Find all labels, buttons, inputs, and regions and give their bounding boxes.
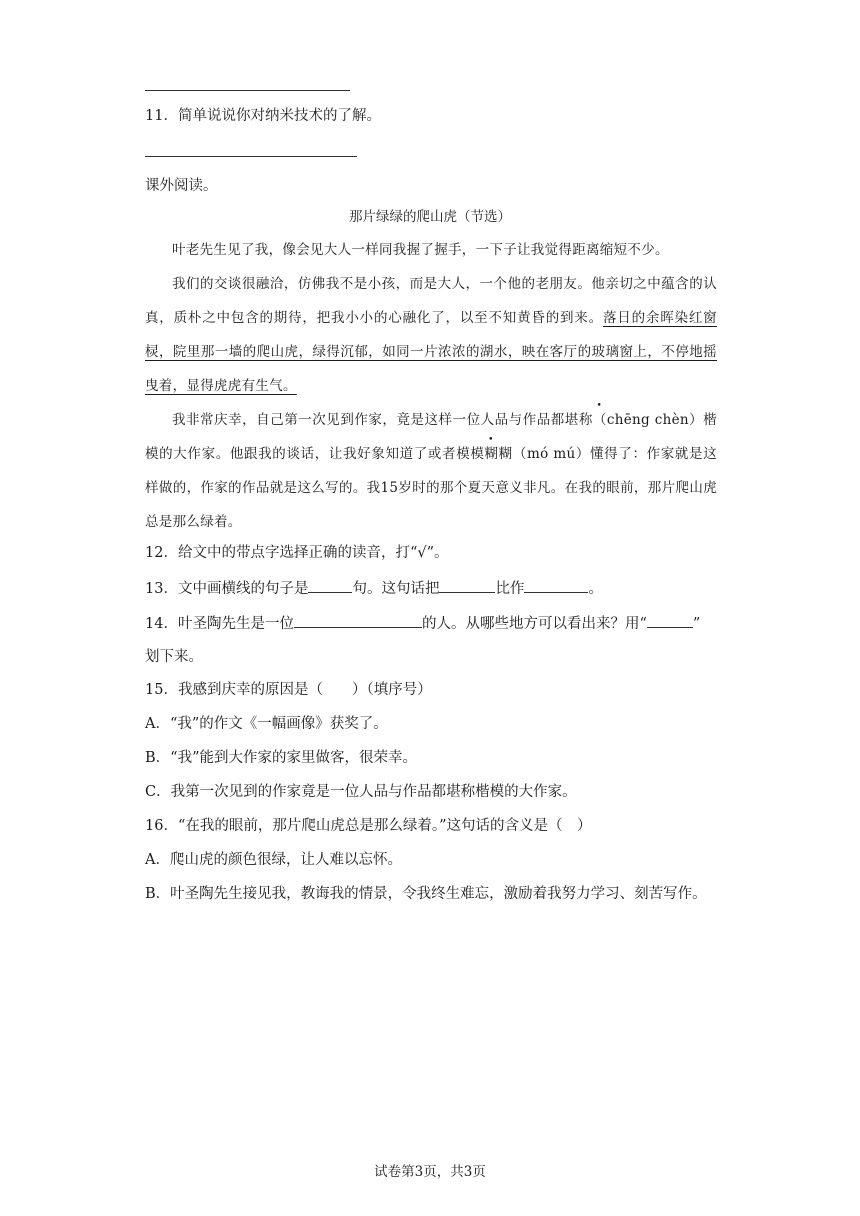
blank-compared-object[interactable]	[439, 578, 495, 593]
paragraph-2-text: 我们的交谈很融洽，仿佛我不是小孩，而是大人，一个他的老朋友。他亲切之中蕴含的认真，质朴之中包含的期待，把我小小的心融化了，以至不知黄昏的到来。	[145, 276, 717, 326]
dotted-char-mo: 模	[470, 446, 485, 462]
paragraph-1-text: 叶老先生见了我，像会见大人一样同我握了握手，一下子让我觉得距离缩短不少。	[172, 242, 669, 258]
paragraph-3-text-d: 糊糊（mó mú）懂得了：作家就是这样做的，作家的作品就是这么写的。我15岁时的那个夏天意义非凡。在我的眼前，那片爬山虎总是那么绿着。	[145, 446, 717, 530]
q16-option-a: A．爬山虎的颜色很绿，让人难以忘怀。	[145, 852, 402, 868]
question-12: 12．给文中的带点字选择正确的读音，打“√”。	[145, 545, 449, 561]
passage-paragraph-2	[145, 267, 717, 403]
underlined-sentence: 落日的余晖染红窗棂，院里那一墙的爬山虎，绿得沉郁，如同一片浓浓的湖水，映在客厅的玻璃窗上，不停地摇曳着，显得虎虎有生气。	[145, 310, 717, 394]
question-13-text-a: 13．文中画横线的句子是	[145, 581, 309, 597]
answer-line-11	[145, 156, 357, 157]
question-14-text-a: 14．叶圣陶先生是一位	[145, 616, 294, 632]
paragraph-3-text-c: 模	[456, 446, 471, 462]
question-11: 11．简单说说你对纳米技术的了解。	[145, 108, 381, 124]
dotted-char-cheng: 称	[578, 412, 593, 428]
paragraph-3-text-a: 我非常庆幸，自己第一次见到作家，竟是这样一位人品与作品都堪	[172, 412, 579, 428]
blank-compared-to[interactable]	[524, 578, 588, 593]
question-13	[145, 578, 603, 599]
question-13-text-b: 句。这句话把	[352, 581, 440, 597]
passage-paragraph-3	[145, 403, 717, 539]
paragraph-3-text-b: （chēng chèn）楷模的大作家。他跟我的谈话，让我好象知道了或者	[145, 412, 717, 462]
underline-mark-sample	[647, 613, 693, 628]
question-13-text-d: 。	[588, 581, 603, 597]
question-15: 15．我感到庆幸的原因是（ ）（填序号）	[145, 682, 432, 698]
q15-option-a: A．“我”的作文《一幅画像》获奖了。	[145, 716, 388, 732]
section-label: 课外阅读。	[145, 178, 218, 194]
q15-option-b: B．“我”能到大作家的家里做客，很荣幸。	[145, 750, 417, 766]
passage-paragraph-1	[145, 233, 717, 267]
question-13-text-c: 比作	[495, 581, 525, 597]
question-14-text-c: ”	[692, 616, 701, 632]
question-14	[145, 613, 700, 634]
question-16: 16．“在我的眼前，那片爬山虎总是那么绿着。”这句话的含义是（ ）	[145, 818, 592, 834]
blank-sentence-type[interactable]	[308, 578, 352, 593]
answer-line-10	[145, 90, 350, 91]
question-14-text-b: 的人。从哪些地方可以看出来？用“	[421, 616, 647, 632]
question-14-continued: 划下来。	[145, 649, 203, 665]
q16-option-b: B．叶圣陶先生接见我，教诲我的情景，令我终生难忘，激励着我努力学习、刻苦写作。	[145, 886, 707, 902]
q15-option-c: C．我第一次见到的作家竟是一位人品与作品都堪称楷模的大作家。	[145, 784, 577, 800]
blank-person-description[interactable]	[294, 613, 422, 628]
passage-title: 那片绿绿的爬山虎（节选）	[349, 209, 511, 225]
page-footer: 试卷第3页，共3页	[374, 1164, 486, 1180]
